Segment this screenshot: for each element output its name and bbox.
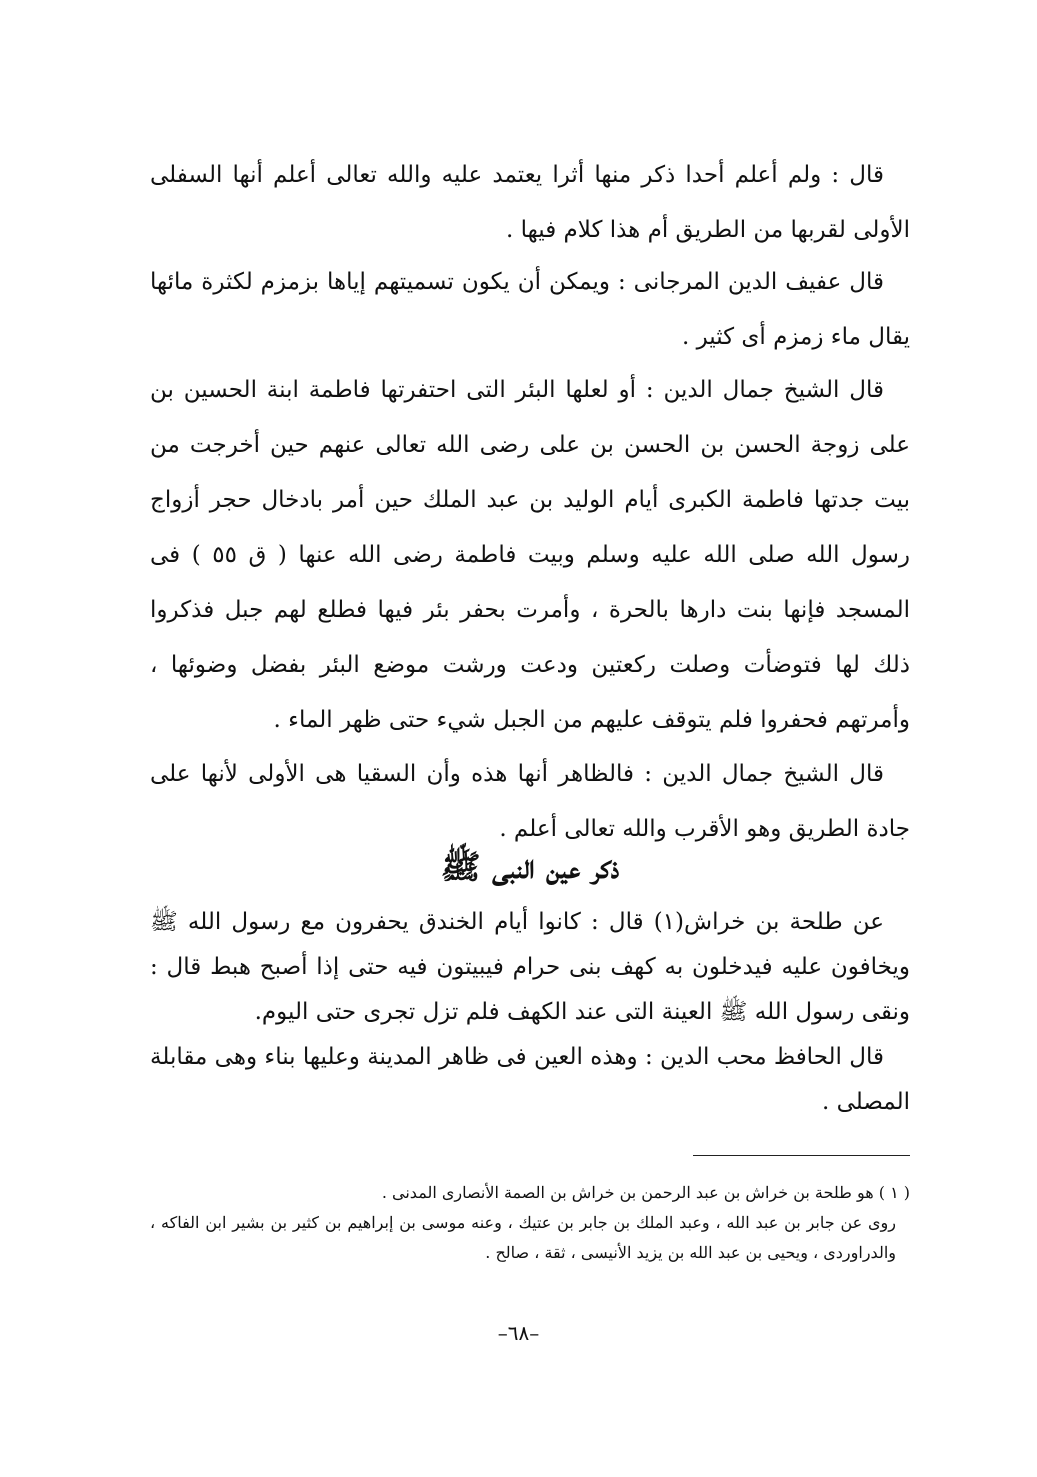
paragraph: عن طلحة بن خراش(١) قال : كانوا أيام الخندق يحفرون مع رسول الله ﷺ ويخافون عليه فيدخلون به كهف بنى حرام فيبيتون فيه حتى إذا أصبح هبط قال : ونقى رسول الله ﷺ العينة التى عند الكهف فلم تزل تجرى حتى اليوم. (150, 909, 910, 1025)
paragraph: قال الحافظ محب الدين : وهذه العين فى ظاهر المدينة وعليها بناء وهى مقابلة المصلى . (150, 1044, 910, 1115)
section-heading: ذكر عين النبى ﷺ (440, 847, 620, 886)
page-number: –٦٨– (497, 1321, 540, 1345)
main-text-section (150, 900, 910, 1125)
paragraph: قال الشيخ جمال الدين : فالظاهر أنها هذه وأن السقيا هى الأولى لأنها على جادة الطريق وهو الأقرب والله تعالى أعلم . (150, 761, 910, 842)
footnotes (150, 1178, 910, 1268)
paragraph: قال : ولم أعلم أحدا ذكر منها أثرا يعتمد عليه والله تعالى أعلم أنها السفلى الأولى لقربها من الطريق أم هذا كلام فيها . (150, 162, 910, 243)
footnote: روى عن جابر بن عبد الله ، وعبد الملك بن جابر بن عتيك ، وعنه موسى بن إبراهيم بن كثير بن بشير ابن الفاكه ، والدراوردى ، ويحيى بن عبد الله بن يزيد الأنيسى ، ثقة ، صالح . (150, 1213, 896, 1262)
paragraph: قال عفيف الدين المرجانى : ويمكن أن يكون تسميتهم إياها بزمزم لكثرة مائها يقال ماء زمزم أى كثير . (150, 269, 910, 350)
main-text-top (150, 148, 910, 857)
footnote-separator (693, 1155, 910, 1156)
footnote: ( ١ ) هو طلحة بن خراش بن عبد الرحمن بن خراش بن الصمة الأنصارى المدنى . (381, 1183, 910, 1202)
paragraph: قال الشيخ جمال الدين : أو لعلها البئر التى احتفرتها فاطمة ابنة الحسين بن على زوجة الحسن بن الحسن بن على رضى الله تعالى عنهم حين أخرجت من بيت جدتها فاطمة الكبرى أيام الوليد بن عبد الملك حين أمر بادخال حجر أزواج رسول الله صلى الله عليه وسلم وبيت فاطمة رضى الله عنها ( ق ٥٥ ) فى المسجد فإنها بنت دارها بالحرة ، وأمرت بحفر بئر فيها فطلع لهم جبل فذكروا ذلك لها فتوضأت وصلت ركعتين ودعت ورشت موضع البئر بفضل وضوئها ، وأمرتهم فحفروا فلم يتوقف عليهم من الجبل شيء حتى ظهر الماء . (150, 377, 910, 733)
